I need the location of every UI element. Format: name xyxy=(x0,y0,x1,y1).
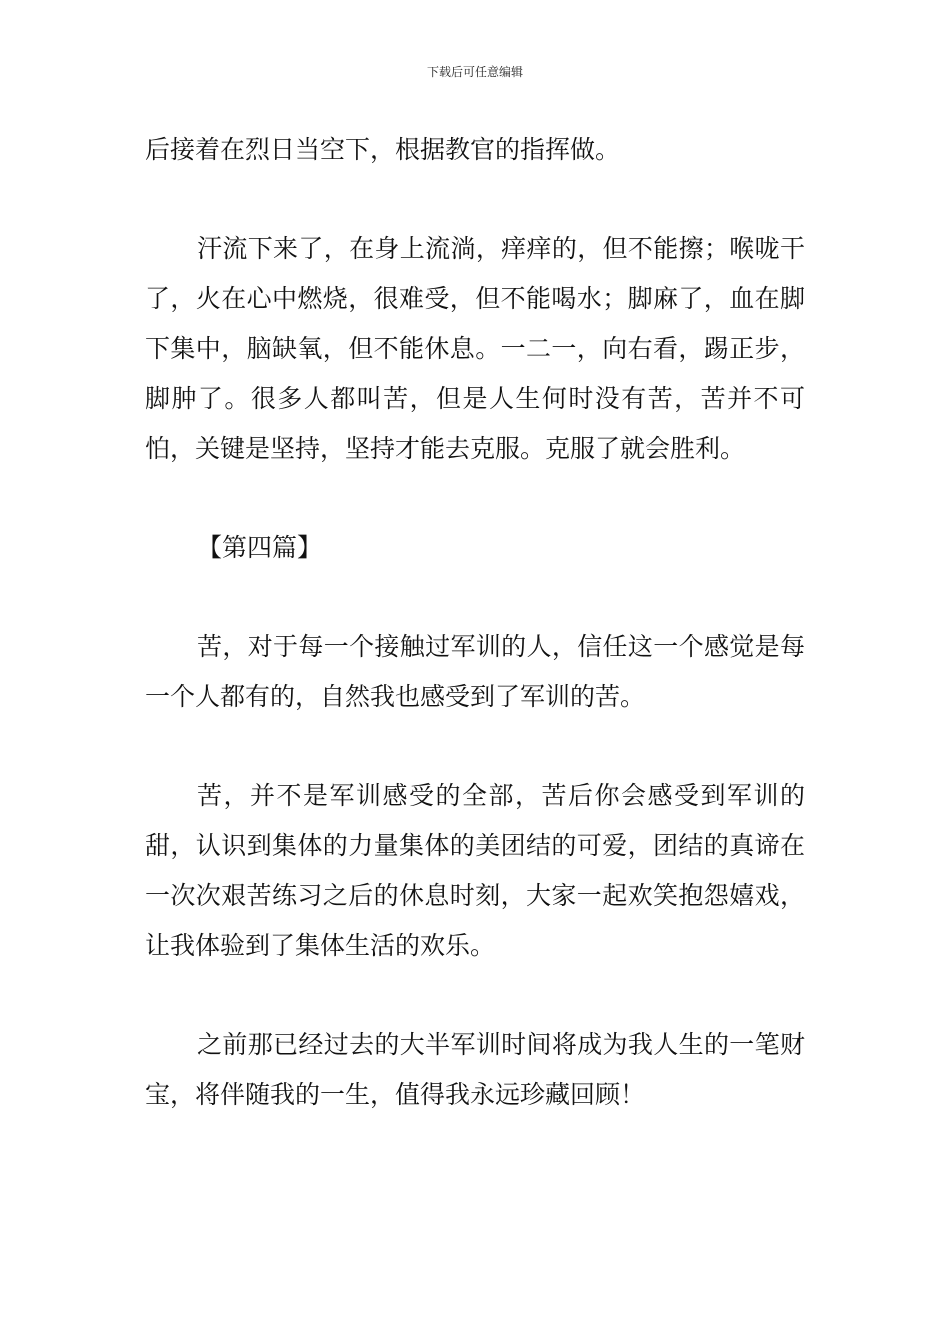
paragraph-gap xyxy=(145,175,805,224)
document-body xyxy=(145,125,805,1120)
paragraph-sweet: 苦，并不是军训感受的全部，苦后你会感受到军训的甜，认识到集体的力量集体的美团结的可爱，团结的真谛在一次次艰苦练习之后的休息时刻，大家一起欢笑抱怨嬉戏，让我体验到了集体生活的欢乐。 xyxy=(145,781,805,960)
paragraph-gap xyxy=(145,474,805,523)
paragraph-continuation: 后接着在烈日当空下，根据教官的指挥做。 xyxy=(145,135,621,164)
paragraph-treasure: 之前那已经过去的大半军训时间将成为我人生的一笔财宝，将伴随我的一生，值得我永远珍藏回顾！ xyxy=(145,1030,805,1109)
paragraph-gap xyxy=(145,573,805,622)
page-header: 下载后可任意编辑 xyxy=(426,65,523,79)
paragraph-bitter: 苦，对于每一个接触过军训的人，信任这一个感觉是每一个人都有的，自然我也感受到了军训的苦。 xyxy=(145,632,805,711)
paragraph-gap xyxy=(145,722,805,771)
paragraph-sweat: 汗流下来了，在身上流淌，痒痒的，但不能擦；喉咙干了，火在心中燃烧，很难受，但不能喝水；脚麻了，血在脚下集中，脑缺氧，但不能休息。一二一，向右看，踢正步，脚肿了。很多人都叫苦，但是人生何时没有苦，苦并不可怕，关键是坚持，坚持才能去克服。克服了就会胜利。 xyxy=(145,234,805,463)
section-heading: 【第四篇】 xyxy=(197,533,323,562)
paragraph-gap xyxy=(145,971,805,1020)
